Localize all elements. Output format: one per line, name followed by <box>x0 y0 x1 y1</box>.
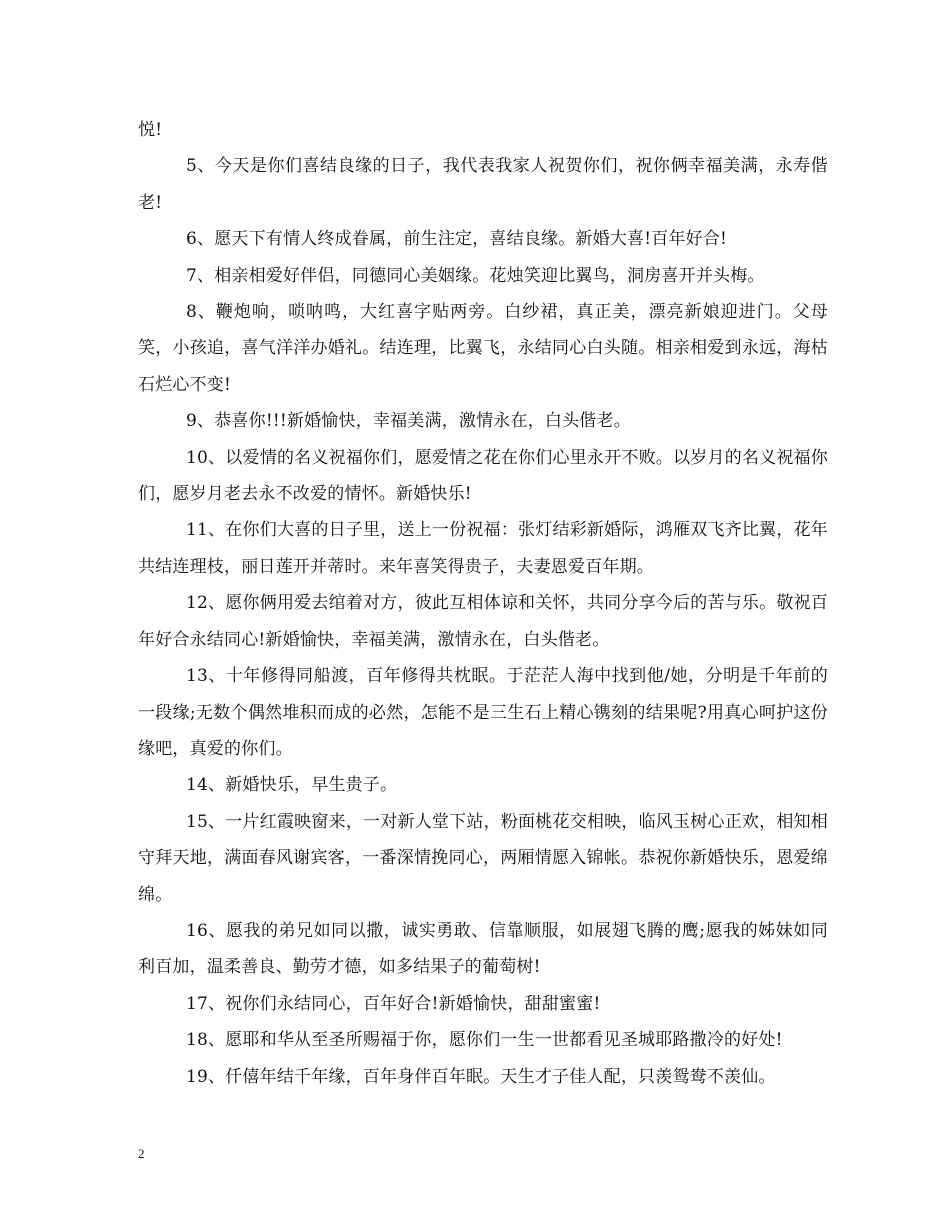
paragraph-blessing-14: 14、新婚快乐，早生贵子。 <box>186 775 398 796</box>
paragraph-blessing-6: 6、愿天下有情人终成眷属，前生注定，喜结良缘。新婚大喜!百年好合! <box>186 229 728 250</box>
paragraph-blessing-17: 17、祝你们永结同心，百年好合!新婚愉快，甜甜蜜蜜! <box>186 993 601 1014</box>
paragraph-blessing-12: 12、愿你俩用爱去绾着对方，彼此互相体谅和关怀，共同分享今后的苦与乐。敬祝百年好合永结同心!新婚愉快，幸福美满，激情永在，白头偕老。 <box>138 593 828 650</box>
paragraph-blessing-13: 13、十年修得同船渡，百年修得共枕眠。于茫茫人海中找到他/她，分明是千年前的一段缘;无数个偶然堆积而成的必然，怎能不是三生石上精心镌刻的结果呢?用真心呵护这份缘吧，真爱的你们。 <box>138 666 828 759</box>
paragraph-continuation: 悦! <box>138 120 163 140</box>
paragraph-blessing-5: 5、今天是你们喜结良缘的日子，我代表我家人祝贺你们，祝你俩幸福美满，永寿偕老! <box>138 156 828 213</box>
paragraph-blessing-16: 16、愿我的弟兄如同以撒，诚实勇敢、信靠顺服，如展翅飞腾的鹰;愿我的姊妹如同利百加，温柔善良、勤劳才德，如多结果子的葡萄树! <box>138 920 828 978</box>
paragraph-blessing-9: 9、恭喜你!!!新婚愉快，幸福美满，激情永在，白头偕老。 <box>186 411 631 432</box>
paragraph-blessing-7: 7、相亲相爱好伴侣，同德同心美姻缘。花烛笑迎比翼鸟，洞房喜开并头梅。 <box>186 265 765 286</box>
document-body <box>138 112 828 1095</box>
paragraph-blessing-10: 10、以爱情的名义祝福你们，愿爱情之花在你们心里永开不败。以岁月的名义祝福你们，愿岁月老去永不改爱的情怀。新婚快乐! <box>138 447 828 505</box>
paragraph-blessing-8: 8、鞭炮响，唢呐鸣，大红喜字贴两旁。白纱裙，真正美，漂亮新娘迎进门。父母笑，小孩追，喜气洋洋办婚礼。结连理，比翼飞，永结同心白头随。相亲相爱到永远，海枯石烂心不变! <box>138 302 828 395</box>
paragraph-blessing-11: 11、在你们大喜的日子里，送上一份祝福：张灯结彩新婚际，鸿雁双飞齐比翼，花年共结连理枝，丽日莲开并蒂时。来年喜笑得贵子，夫妻恩爱百年期。 <box>138 520 828 577</box>
paragraph-blessing-19: 19、仟僖年结千年缘，百年身伴百年眠。天生才子佳人配，只羡鸳鸯不羡仙。 <box>186 1066 776 1087</box>
paragraph-blessing-18: 18、愿耶和华从至圣所赐福于你，愿你们一生一世都看见圣城耶路撒冷的好处! <box>186 1030 783 1051</box>
page-number: 2 <box>138 1146 145 1161</box>
paragraph-blessing-15: 15、一片红霞映窗来，一对新人堂下站，粉面桃花交相映，临风玉树心正欢，相知相守拜天地，满面春风谢宾客，一番深情挽同心，两厢情愿入锦帐。恭祝你新婚快乐，恩爱绵绵。 <box>138 811 828 905</box>
